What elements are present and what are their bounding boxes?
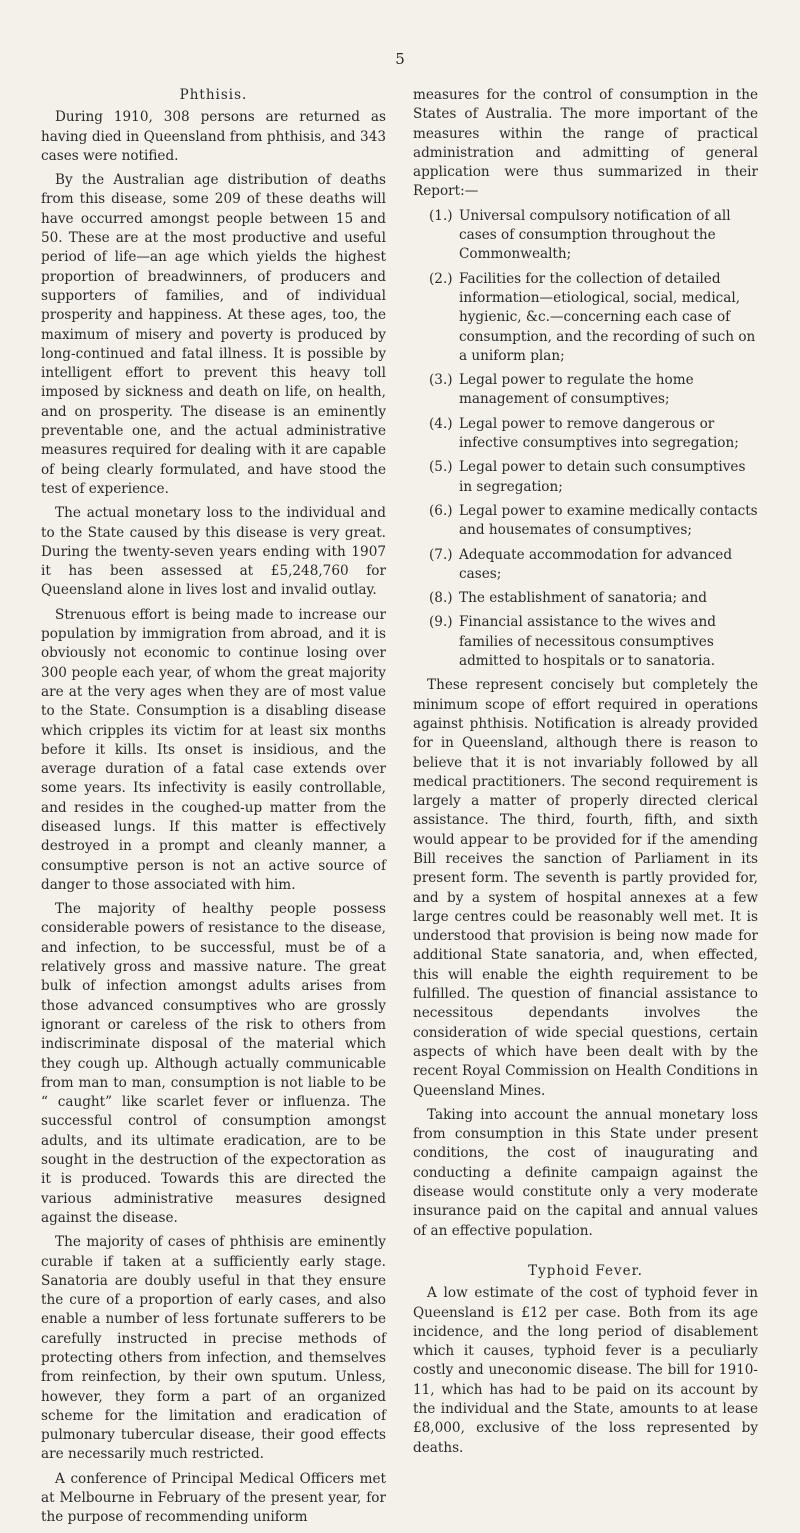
paragraph-continued: measures for the control of consumption in the States of Australia. The more important of the measures within the range of practical administration and admitting of general application were thus summarized in their Report:— — [413, 87, 758, 200]
list-item — [429, 502, 758, 541]
list-item-text: Legal power to regulate the home management of consumptives; — [459, 372, 694, 408]
paragraph: The majority of healthy people possess considerable powers of resistance to the disease, and infection, to be successful, must be of a relatively gross and massive nature. The great bulk of infection amongst adults arises from those advanced consumptives who are grossly ignorant or careless of the risk to others from indiscriminate disposal of the material which they cough up. Although actually communicable from man to man, consumption is not liable to be “ caught” like scarlet fever or influenza. The successful control of consumption amongst adults, and its ultimate eradication, are to be sought in the destruction of the expectoration as it is produced. Towards this are directed the various administrative measures designed against the disease. — [41, 901, 386, 1226]
section-heading-typhoid: Typhoid Fever. — [528, 1262, 643, 1279]
list-item-text: Legal power to detain such consumptives in segregation; — [459, 459, 746, 495]
list-item — [429, 270, 758, 366]
list-item-text: Facilities for the collection of detailed information—etiological, social, medical, hygienic, &c.—concerning each case of consumption, and the recording of such on a uniform plan; — [459, 270, 756, 364]
list-item-text: The establishment of sanatoria; and — [459, 590, 707, 607]
list-item-text: Adequate accommodation for advanced cases; — [459, 546, 733, 582]
list-item — [429, 613, 758, 671]
list-item-number: (3.) — [429, 372, 453, 389]
paragraph: Taking into account the annual monetary loss from consumption in this State under present conditions, the cost of inaugurating and conducting a definite campaign against the disease would constitute only a very moderate insurance paid on the capital and annual values of an effective population. — [413, 1106, 758, 1239]
list-item-text: Universal compulsory notification of all cases of consumption throughout the Commonwealth; — [459, 207, 731, 263]
list-item — [429, 589, 758, 608]
paragraph: A low estimate of the cost of typhoid fever in Queensland is £12 per case. Both from its age incidence, and the long period of disablement which it causes, typhoid fever is a peculiarly costly and uneconomic disease. The bill for 1910-11, which has had to be paid on its account by the individual and the State, amounts to at lease £8,000, exclusive of the loss represented by deaths. — [413, 1285, 758, 1456]
list-item-number: (5.) — [429, 459, 453, 476]
paragraph: The majority of cases of phthisis are eminently curable if taken at a sufficiently early stage. Sanatoria are doubly useful in that they ensure the cure of a proportion of early cases, and also enable a number of less fortunate sufferers to be carefully instructed in precise methods of protecting others from infection, and themselves from reinfection, by their own sputum. Unless, however, they form a part of an organized scheme for the limitation and eradication of pulmonary tubercular disease, their good effects are necessarily much restricted. — [41, 1234, 386, 1463]
list-item-number: (7.) — [429, 546, 453, 563]
list-item — [429, 546, 758, 585]
list-item — [429, 458, 758, 497]
paragraph: By the Australian age distribution of deaths from this disease, some 209 of these deaths will have occurred amongst people between 15 and 50. These are at the most productive and useful period of life—an age which yields the highest proportion of breadwinners, of producers and supporters of families, and of individual prosperity and happiness. At these ages, too, the maximum of misery and poverty is produced by long-continued and fatal illness. It is possible by intelligent effort to prevent this heavy toll imposed by sickness and death on life, on health, and on prosperity. The disease is an eminently preventable one, and the actual administrative measures required for dealing with it are capable of being clearly formulated, and have stood the test of experience. — [41, 172, 386, 497]
recommendations-list — [413, 207, 758, 672]
page-number: 5 — [395, 50, 405, 68]
left-column — [41, 86, 386, 1533]
list-item-number: (2.) — [429, 270, 453, 287]
list-item-number: (1.) — [429, 207, 453, 224]
list-item-number: (4.) — [429, 415, 453, 432]
list-item — [429, 207, 758, 265]
section-spacer — [413, 1246, 758, 1262]
list-item — [429, 415, 758, 454]
paragraph: Strenuous effort is being made to increase our population by immigration from abroad, and it is obviously not economic to continue losing over 300 people each year, of whom the great majority are at the very ages when they are of most value to the State. Consumption is a disabling disease which cripples its victim for at least six months before it kills. Its onset is insidious, and the average duration of a fatal case extends over some years. Its infectivity is easily controllable, and resides in the coughed-up matter from the diseased lungs. If this matter is effectively destroyed in a prompt and cleanly manner, a consumptive person is not an active source of danger to those associated with him. — [41, 606, 386, 893]
list-item — [429, 371, 758, 410]
list-item-text: Legal power to remove dangerous or infective consumptives into segregation; — [459, 415, 739, 452]
list-item-number: (8.) — [429, 590, 453, 607]
list-item-number: (6.) — [429, 502, 453, 519]
list-item-text: Legal power to examine medically contacts and housemates of consumptives; — [459, 502, 758, 539]
paragraph: The actual monetary loss to the individual and to the State caused by this disease is very great. During the twenty-seven years ending with 1907 it has been assessed at £5,248,760 for Queensland alone in lives lost and invalid outlay. — [41, 505, 386, 599]
right-column — [413, 86, 758, 1463]
list-item-text: Financial assistance to the wives and families of necessitous consumptives admitted to hospitals or to sanatoria. — [459, 614, 716, 670]
section-heading-phthisis: Phthisis. — [179, 87, 248, 103]
list-item-number: (9.) — [429, 614, 453, 631]
paragraph: During 1910, 308 persons are returned as having died in Queensland from phthisis, and 343 cases were notified. — [41, 109, 386, 164]
paragraph: A conference of Principal Medical Officers met at Melbourne in February of the present year, for the purpose of recommending uniform — [41, 1470, 386, 1526]
paragraph: These represent concisely but completely the minimum scope of effort required in operations against phthisis. Notification is already provided for in Queensland, although there is reason to believe that it is not invariably followed by all medical practitioners. The second requirement is largely a matter of properly directed clerical assistance. The third, fourth, fifth, and sixth would appear to be provided for if the amending Bill receives the sanction of Parliament in its present form. The seventh is partly provided for, and by a system of hospital annexes at a few large centres could be reasonably well met. It is understood that provision is being now made for additional State sanatoria, and, when effected, this will enable the eighth requirement to be fulfilled. The question of financial assistance to necessitous dependants involves the consideration of wide special questions, certain aspects of which have been dealt with by the recent Royal Commission on Health Conditions in Queensland Mines. — [413, 677, 758, 1099]
